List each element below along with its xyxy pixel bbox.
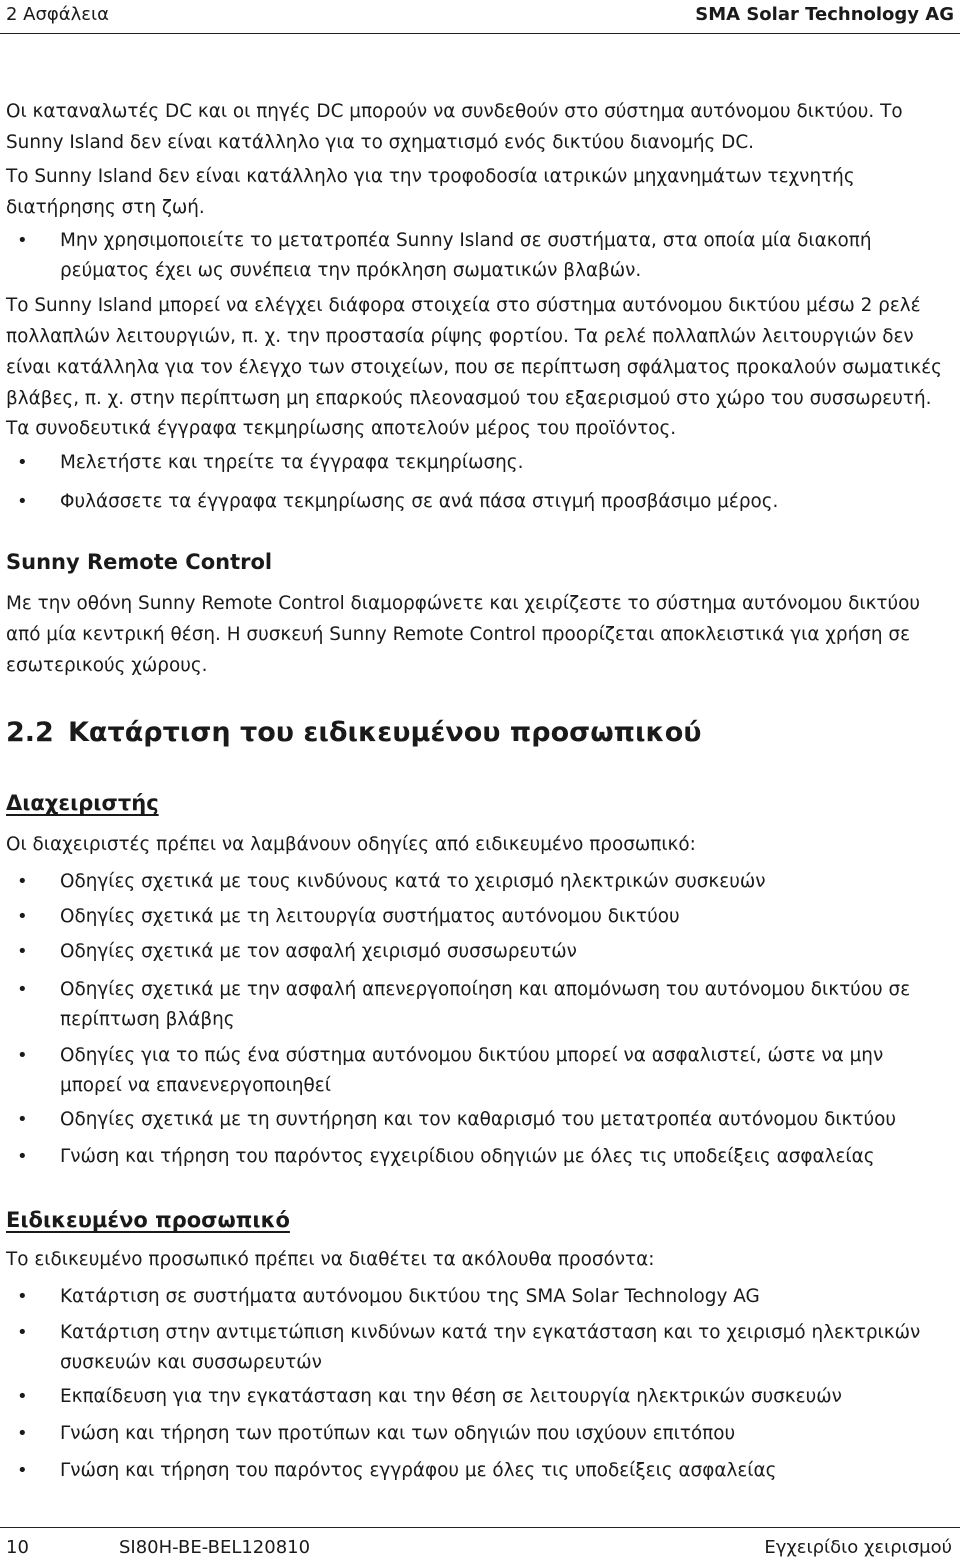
bullet-icon: • (17, 1146, 28, 1167)
operators-item: Οδηγίες σχετικά με τον ασφαλή χειρισμό συσσωρευτών (60, 941, 577, 962)
operators-item: Οδηγίες σχετικά με τους κινδύνους κατά το χειρισμό ηλεκτρικών συσκευών (60, 871, 766, 892)
bullet-icon: • (17, 1386, 28, 1407)
intro-paragraph-medical: Το Sunny Island δεν είναι κατάλληλο για την τροφοδοσία ιατρικών μηχανημάτων τεχνητής διατήρησης στη ζωή. (6, 166, 855, 218)
docs-bullet: Φυλάσσετε τα έγγραφα τεκμηρίωσης σε ανά πάσα στιγμή προσβάσιμο μέρος. (60, 491, 779, 512)
specialists-item: Γνώση και τήρηση των προτύπων και των οδηγιών που ισχύουν επιτόπου (60, 1423, 736, 1444)
operators-heading: Διαχειριστής (6, 791, 159, 815)
bullet-icon: • (17, 979, 28, 1000)
warning-bullet: Μην χρησιμοποιείτε το μετατροπέα Sunny Island σε συστήματα, στα οποία μία διακοπή ρεύματος έχει ως συνέπεια την πρόκληση σωματικών βλαβών. (60, 230, 872, 281)
bullet-icon: • (17, 1045, 28, 1066)
bullet-icon: • (17, 452, 28, 473)
specialists-intro: Το ειδικευμένο προσωπικό πρέπει να διαθέτει τα ακόλουθα προσόντα: (6, 1249, 655, 1270)
bullet-icon: • (17, 1286, 28, 1307)
footer-divider (0, 1527, 960, 1528)
bullet-icon: • (17, 1460, 28, 1481)
operators-item: Γνώση και τήρηση του παρόντος εγχειρίδιου οδηγιών με όλες τις υποδείξεις ασφαλείας (60, 1146, 875, 1167)
footer-doc-type: Εγχειρίδιο χειρισμού (764, 1537, 952, 1558)
operators-intro: Οι διαχειριστές πρέπει να λαμβάνουν οδηγίες από ειδικευμένο προσωπικό: (6, 834, 696, 855)
header-company: SMA Solar Technology AG (695, 4, 954, 25)
header-divider (0, 33, 960, 34)
docs-bullet: Μελετήστε και τηρείτε τα έγγραφα τεκμηρίωσης. (60, 452, 524, 473)
footer-doc-code: SI80H-BE-BEL120810 (119, 1537, 311, 1558)
intro-paragraph-dc: Οι καταναλωτές DC και οι πηγές DC μπορούν να συνδεθούν στο σύστημα αυτόνομου δικτύου. Το Sunny Island δεν είναι κατάλληλο για το σχηματισμό ενός δικτύου διανομής DC. (6, 101, 903, 153)
specialists-item: Κατάρτιση σε συστήματα αυτόνομου δικτύου της SMA Solar Technology AG (60, 1286, 760, 1307)
specialists-item: Γνώση και τήρηση του παρόντος εγγράφου με όλες τις υποδείξεις ασφαλείας (60, 1460, 777, 1481)
bullet-icon: • (17, 230, 28, 251)
bullet-icon: • (17, 1423, 28, 1444)
header-section: 2 Ασφάλεια (6, 4, 109, 25)
bullet-icon: • (17, 871, 28, 892)
bullet-icon: • (17, 1109, 28, 1130)
section-number: 2.2 (6, 717, 54, 748)
remote-paragraph: Με την οθόνη Sunny Remote Control διαμορφώνετε και χειρίζεστε το σύστημα αυτόνομου δικτύου από μία κεντρική θέση. Η συσκευή Sunny Remote Control προορίζεται αποκλειστικά για χρήση σε εσωτερικούς χώρους. (6, 593, 921, 676)
remote-heading: Sunny Remote Control (6, 550, 273, 574)
relay-paragraph: Το Sunny Island μπορεί να ελέγχει διάφορα στοιχεία στο σύστημα αυτόνομου δικτύου μέσω 2 ρελέ πολλαπλών λειτουργιών, π. χ. την προστασία ρίψης φορτίου. Τα ρελέ πολλαπλών λειτουργιών δεν είναι κατάλληλα για τον έλεγχο των στοιχείων, που σε περίπτωση σφάλματος προκαλούν σωματικές βλάβες, π. χ. στην περίπτωση μη επαρκούς πλεονασμού του εξαερισμού στο χώρο του συσσωρευτή. (6, 295, 942, 409)
bullet-icon: • (17, 491, 28, 512)
operators-item: Οδηγίες σχετικά με την ασφαλή απενεργοποίηση και απομόνωση του αυτόνομου δικτύου σε περίπτωση βλάβης (60, 979, 911, 1030)
bullet-icon: • (17, 1322, 28, 1343)
specialists-item: Εκπαίδευση για την εγκατάσταση και την θέση σε λειτουργία ηλεκτρικών συσκευών (60, 1386, 842, 1407)
footer-page-number: 10 (6, 1537, 29, 1558)
specialists-heading: Ειδικευμένο προσωπικό (6, 1208, 290, 1232)
section-title: Κατάρτιση του ειδικευμένου προσωπικού (68, 717, 702, 748)
bullet-icon: • (17, 941, 28, 962)
bullet-icon: • (17, 906, 28, 927)
section-heading (6, 715, 702, 751)
docs-paragraph: Τα συνοδευτικά έγγραφα τεκμηρίωσης αποτελούν μέρος του προϊόντος. (6, 418, 677, 439)
operators-item: Οδηγίες σχετικά με τη λειτουργία συστήματος αυτόνομου δικτύου (60, 906, 680, 927)
operators-item: Οδηγίες σχετικά με τη συντήρηση και τον καθαρισμό του μετατροπέα αυτόνομου δικτύου (60, 1109, 896, 1130)
operators-item: Οδηγίες για το πώς ένα σύστημα αυτόνομου δικτύου μπορεί να ασφαλιστεί, ώστε να μην μπορεί να επανενεργοποιηθεί (60, 1045, 884, 1096)
specialists-item: Κατάρτιση στην αντιμετώπιση κινδύνων κατά την εγκατάσταση και το χειρισμό ηλεκτρικών συσκευών και συσσωρευτών (60, 1322, 921, 1373)
